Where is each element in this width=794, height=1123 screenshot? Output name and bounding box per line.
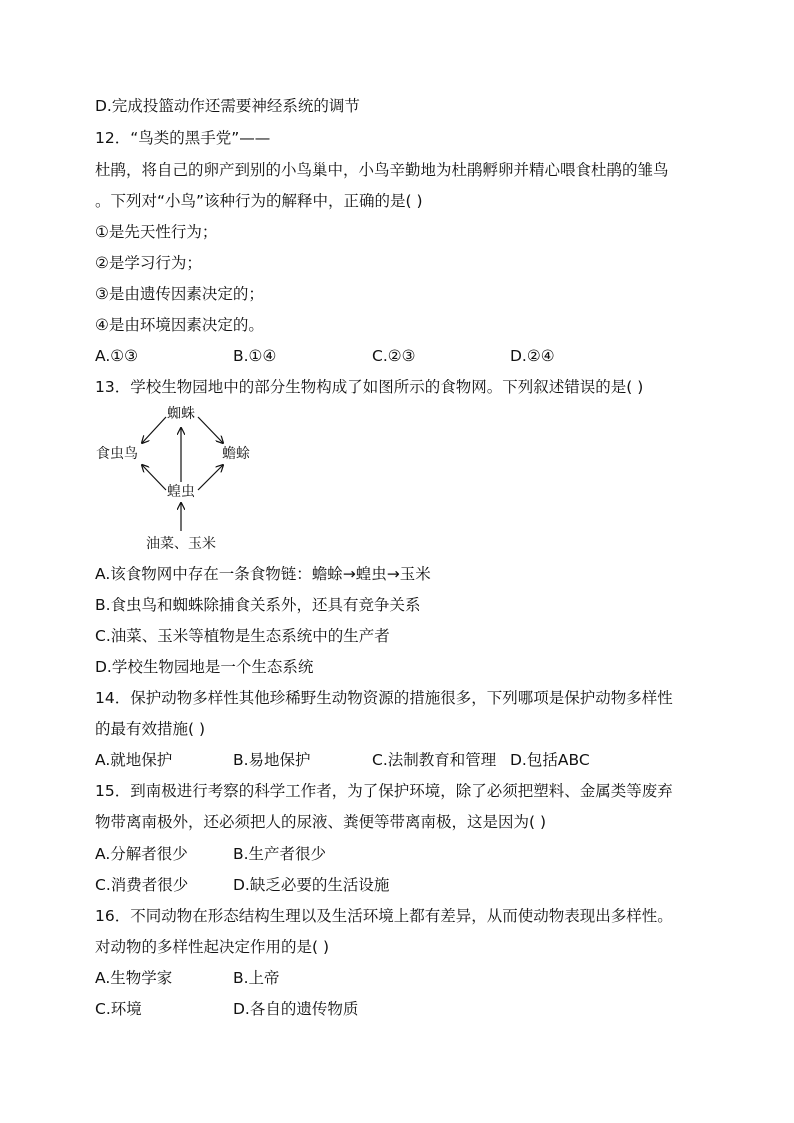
arrow-locust-to-bird: [142, 465, 166, 490]
q12-stem-line: 。下列对“小鸟”该种行为的解释中，正确的是( ): [95, 192, 423, 210]
q16-option-a: A.生物学家: [95, 969, 173, 987]
node-toad: 蟾蜍: [222, 446, 250, 462]
q12-option-c: C.②③: [372, 347, 416, 365]
node-locust: 蝗虫: [167, 484, 195, 500]
q16-option-d: D.各自的遗传物质: [233, 1000, 359, 1018]
q13-option-c: C.油菜、玉米等植物是生态系统中的生产者: [95, 627, 390, 645]
arrow-locust-to-toad: [198, 465, 223, 490]
node-spider: 蜘蛛: [167, 406, 195, 422]
q15-option-d: D.缺乏必要的生活设施: [233, 876, 390, 894]
q16-option-b: B.上帝: [233, 969, 280, 987]
q14-stem-line: 14．保护动物多样性其他珍稀野生动物资源的措施很多，下列哪项是保护动物多样性: [95, 689, 673, 707]
q15-stem-line: 物带离南极外，还必须把人的尿液、粪便等带离南极，这是因为( ): [95, 813, 547, 831]
q15-option-a: A.分解者很少: [95, 845, 188, 863]
q12-option-d: D.②④: [510, 347, 555, 365]
q12-option-a: A.①③: [95, 347, 139, 365]
q12-statement: ①是先天性行为；: [95, 223, 218, 241]
q16-option-c: C.环境: [95, 1000, 142, 1018]
q14-option-b: B.易地保护: [233, 751, 311, 769]
q16-stem-line: 对动物的多样性起决定作用的是( ): [95, 938, 330, 956]
q15-stem-line: 15．到南极进行考察的科学工作者，为了保护环境，除了必须把塑料、金属类等废弃: [95, 782, 673, 800]
q12-stem-line: 杜鹃，将自己的卵产到别的小鸟巢中，小鸟辛勤地为杜鹃孵卵并精心喂食杜鹃的雏鸟: [95, 161, 669, 179]
q15-option-c: C.消费者很少: [95, 876, 189, 894]
node-insectivorous-bird: 食虫鸟: [96, 446, 138, 462]
q13-option-a: A.该食物网中存在一条食物链：蟾蜍→蝗虫→玉米: [95, 565, 431, 583]
arrow-spider-to-bird: [142, 417, 166, 443]
q14-option-a: A.就地保护: [95, 751, 173, 769]
q12-title: 12．“鸟类的黑手党”——: [95, 129, 271, 147]
q11-option-d: D.完成投篮动作还需要神经系统的调节: [95, 97, 360, 115]
q14-option-d: D.包括ABC: [510, 751, 590, 769]
q12-statement: ②是学习行为；: [95, 254, 202, 272]
q14-option-c: C.法制教育和管理: [372, 751, 497, 769]
q12-option-b: B.①④: [233, 347, 277, 365]
q16-stem-line: 16．不同动物在形态结构生理以及生活环境上都有差异，从而使动物表现出多样性。: [95, 907, 673, 925]
q13-option-d: D.学校生物园地是一个生态系统: [95, 658, 314, 676]
q12-statement: ④是由环境因素决定的。: [95, 316, 264, 334]
node-plants: 油菜、玉米: [146, 536, 216, 552]
q15-option-b: B.生产者很少: [233, 845, 327, 863]
q12-statement: ③是由遗传因素决定的；: [95, 285, 264, 303]
q13-stem: 13．学校生物园地中的部分生物构成了如图所示的食物网。下列叙述错误的是( ): [95, 378, 644, 396]
arrow-spider-to-toad: [198, 417, 223, 443]
q14-stem-line: 的最有效措施( ): [95, 720, 206, 738]
q13-option-b: B.食虫鸟和蜘蛛除捕食关系外，还具有竞争关系: [95, 596, 421, 614]
